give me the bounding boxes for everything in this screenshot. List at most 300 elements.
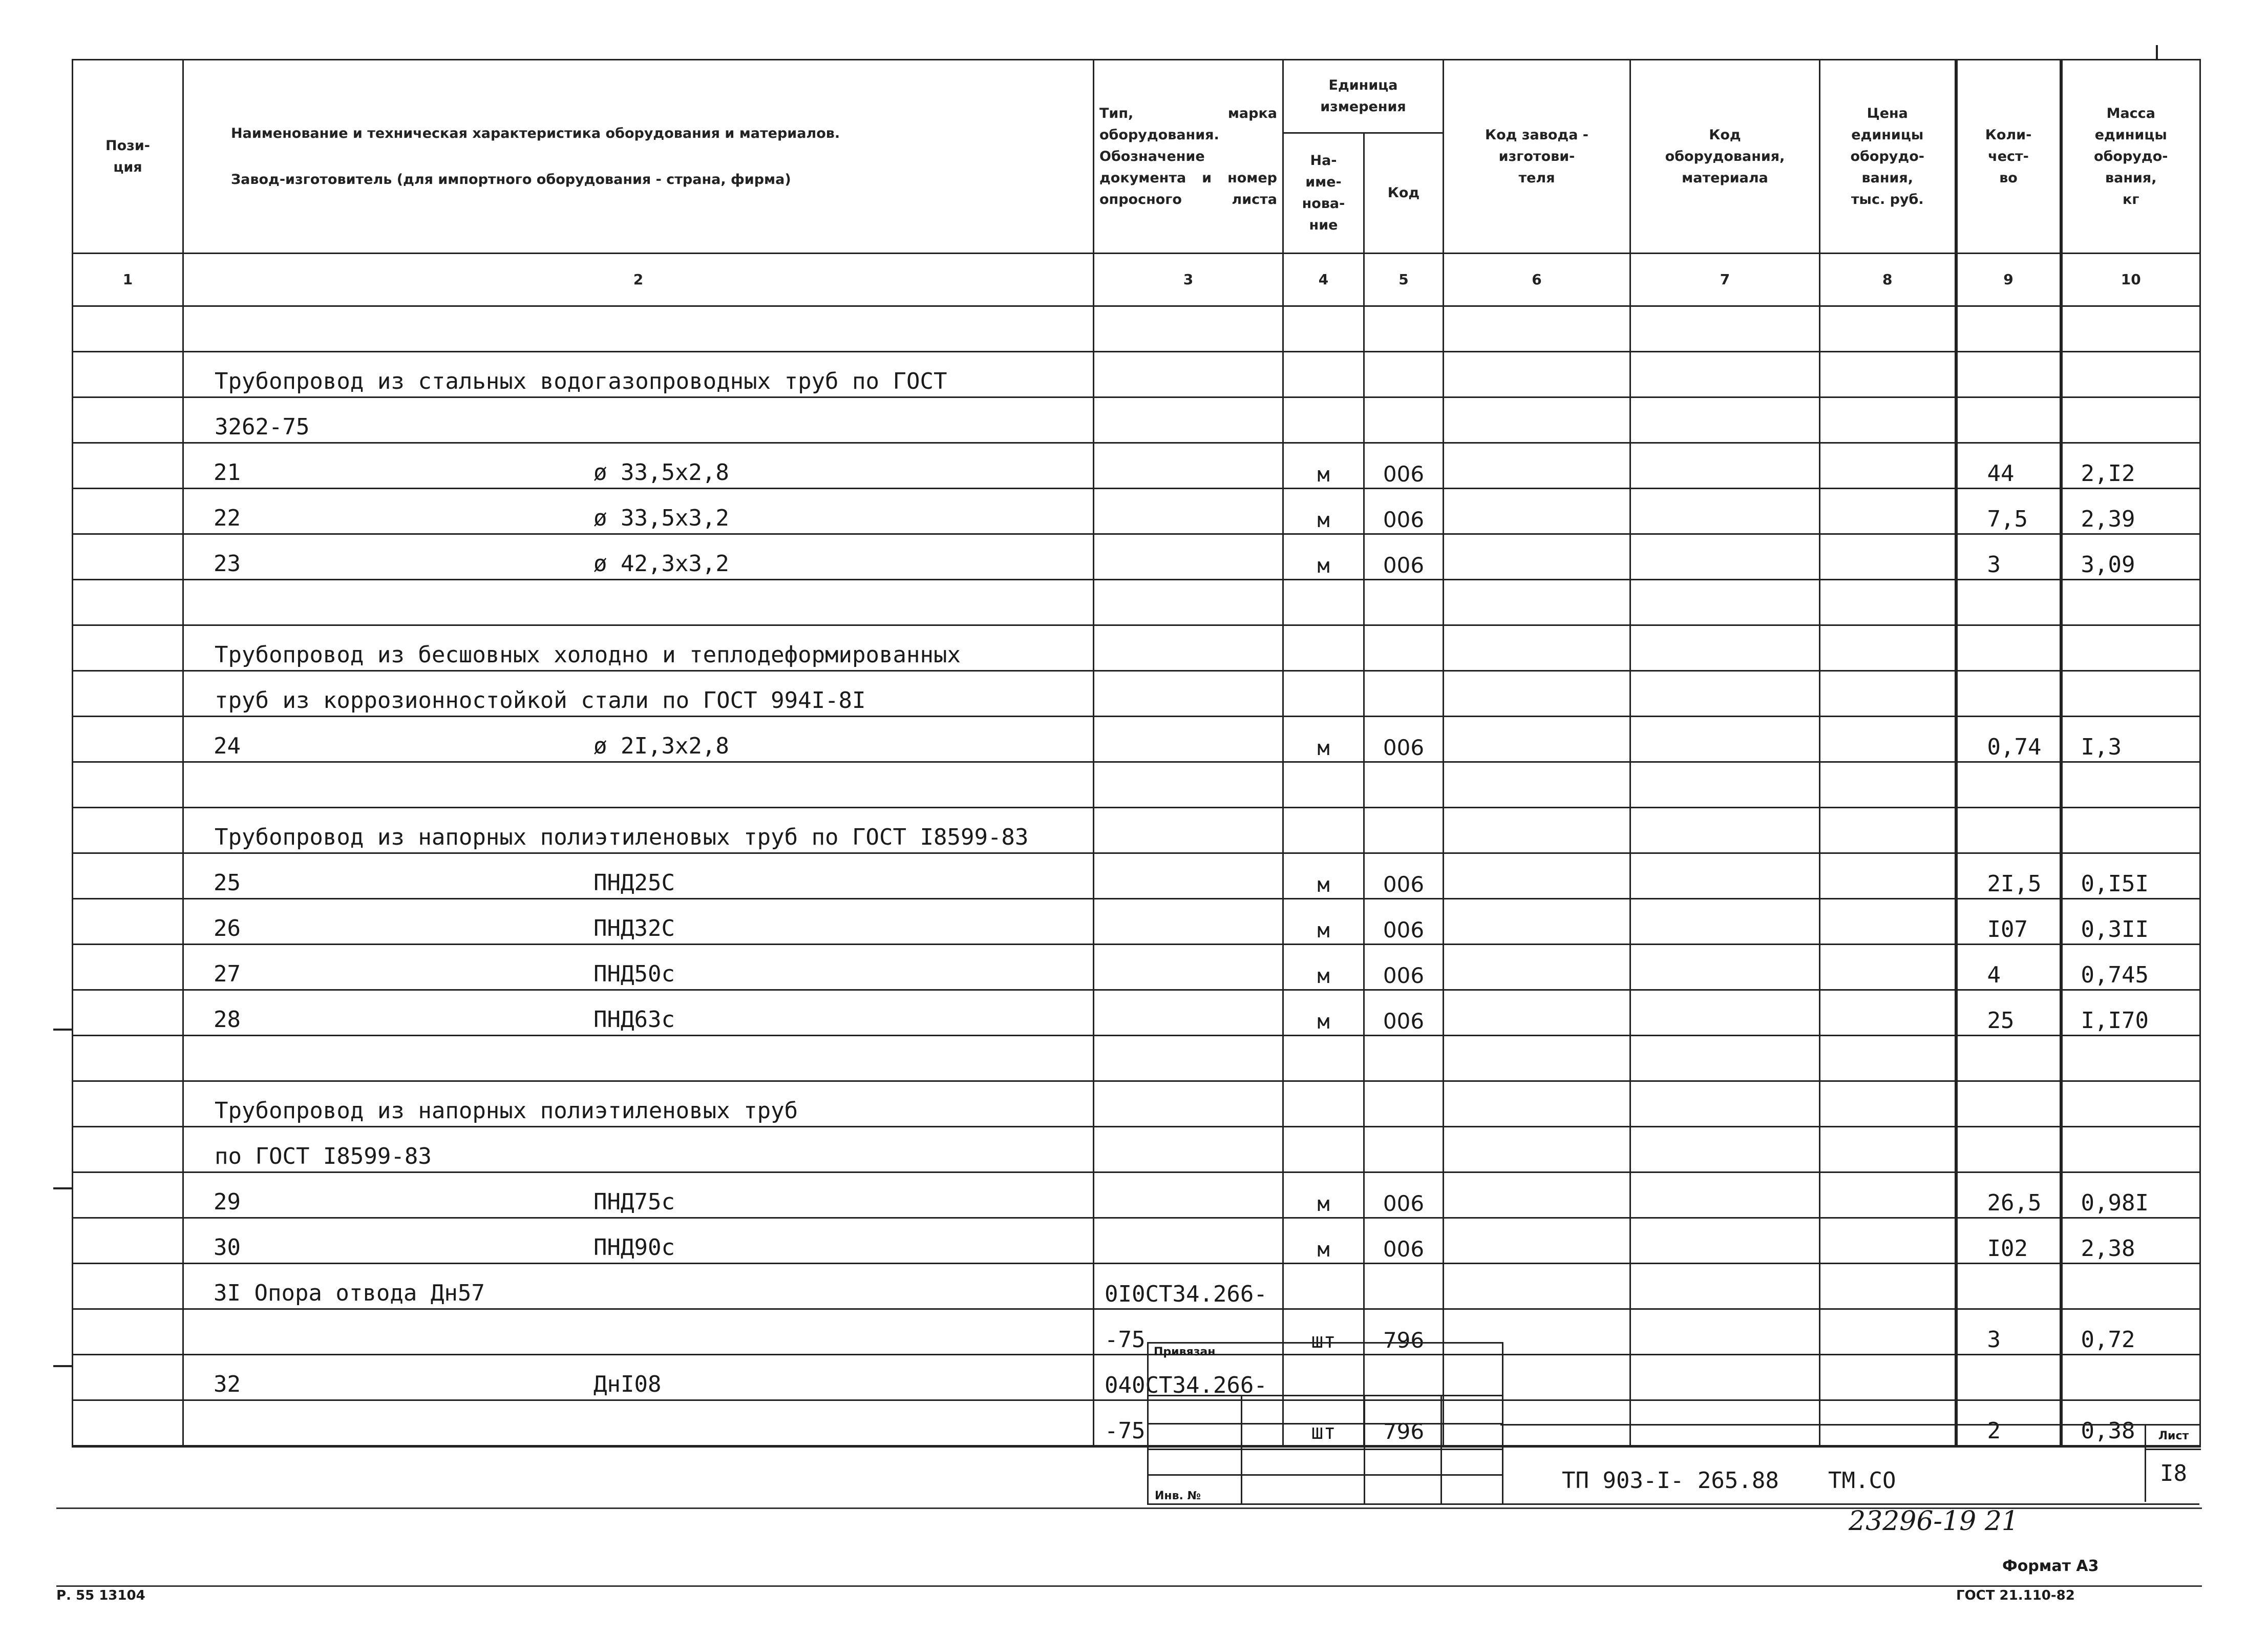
cell-unit-code xyxy=(1364,397,1444,443)
cell-factory-code xyxy=(1444,671,1630,717)
cell-quantity: I02 xyxy=(1956,1218,2061,1264)
section-heading: труб из коррозионностойкой стали по ГОСТ 994I-8I xyxy=(215,687,866,714)
cell-price xyxy=(1820,990,1956,1036)
cell-pos xyxy=(73,534,183,580)
stamp-line xyxy=(1364,1395,1365,1503)
sheet-corner-mark xyxy=(2156,45,2201,59)
cell-pos xyxy=(73,1127,183,1172)
cell-price xyxy=(1820,717,1956,762)
empty-row xyxy=(73,1036,2200,1081)
cell-unit-code xyxy=(1364,625,1444,671)
cell-name xyxy=(183,1355,1094,1400)
cell-pos xyxy=(73,945,183,990)
cell-price xyxy=(1820,808,1956,853)
cell-mass xyxy=(2061,671,2200,717)
cell-pos xyxy=(73,397,183,443)
cell-mass: I,3 xyxy=(2061,717,2200,762)
cell-quantity xyxy=(1956,1036,2061,1081)
cell-unit: м xyxy=(1283,899,1364,945)
margin-tick xyxy=(53,1029,73,1031)
stamp-inv-label: Инв. № xyxy=(1155,1490,1201,1502)
cell-price xyxy=(1820,625,1956,671)
cell-name xyxy=(183,1081,1094,1127)
cell-unit xyxy=(1283,625,1364,671)
cell-unit xyxy=(1283,808,1364,853)
cell-unit: м xyxy=(1283,1172,1364,1218)
cell-name xyxy=(183,1400,1094,1447)
cell-quantity: 4 xyxy=(1956,945,2061,990)
cell-name xyxy=(183,625,1094,671)
cell-equipment-code xyxy=(1630,717,1820,762)
item-mark: ПНД32С xyxy=(594,915,675,941)
cell-price xyxy=(1820,1309,1956,1355)
cell-unit-code xyxy=(1364,352,1444,397)
section-heading-row xyxy=(73,1127,2200,1172)
table-row xyxy=(73,443,2200,489)
cell-unit-code: 796 xyxy=(1364,1400,1444,1447)
cell-mass xyxy=(2061,1355,2200,1400)
cell-doc xyxy=(1094,762,1283,808)
cell-unit-code: 006 xyxy=(1364,945,1444,990)
margin-tick xyxy=(53,1365,73,1367)
cell-factory-code xyxy=(1444,1264,1630,1309)
cell-quantity xyxy=(1956,762,2061,808)
table-row xyxy=(73,853,2200,899)
item-mark: ø 2I,3x2,8 xyxy=(594,733,729,759)
cell-mass: 0,3II xyxy=(2061,899,2200,945)
cell-unit-code xyxy=(1364,1036,1444,1081)
table-row xyxy=(73,1355,2200,1400)
table-row xyxy=(73,899,2200,945)
cell-mass xyxy=(2061,580,2200,625)
cell-unit xyxy=(1283,671,1364,717)
cell-mass: 2,38 xyxy=(2061,1218,2200,1264)
cell-name xyxy=(183,899,1094,945)
cell-pos xyxy=(73,443,183,489)
cell-pos xyxy=(73,1172,183,1218)
col-number: 8 xyxy=(1820,254,1956,306)
section-heading: Трубопровод из стальных водогазопроводных труб по ГОСТ xyxy=(215,368,947,394)
cell-name xyxy=(183,1264,1094,1309)
cell-mass: 0,I5I xyxy=(2061,853,2200,899)
cell-pos xyxy=(73,762,183,808)
cell-name xyxy=(183,762,1094,808)
cell-mass: I,I70 xyxy=(2061,990,2200,1036)
cell-factory-code xyxy=(1444,443,1630,489)
cell-quantity: 44 xyxy=(1956,443,2061,489)
section-heading: Трубопровод из бесшовных холодно и теплодеформированных xyxy=(215,642,961,668)
cell-doc xyxy=(1094,1036,1283,1081)
item-mark: ПНД90с xyxy=(594,1234,675,1261)
cell-name xyxy=(183,443,1094,489)
cell-unit xyxy=(1283,1127,1364,1172)
cell-equipment-code xyxy=(1630,1172,1820,1218)
cell-name xyxy=(183,945,1094,990)
cell-pos xyxy=(73,990,183,1036)
cell-doc xyxy=(1094,945,1283,990)
document-suffix: ТМ.СО xyxy=(1828,1468,1896,1494)
cell-equipment-code xyxy=(1630,625,1820,671)
item-position: 29 xyxy=(214,1189,241,1215)
cell-doc xyxy=(1094,899,1283,945)
cell-equipment-code xyxy=(1630,306,1820,352)
cell-equipment-code xyxy=(1630,1264,1820,1309)
cell-quantity xyxy=(1956,671,2061,717)
cell-name xyxy=(183,489,1094,534)
margin-tick xyxy=(53,1187,73,1189)
item-position: 3I Опора отвода Дн57 xyxy=(214,1280,485,1306)
cell-unit-code xyxy=(1364,1081,1444,1127)
cell-unit-code: 006 xyxy=(1364,1218,1444,1264)
cell-factory-code xyxy=(1444,717,1630,762)
cell-price xyxy=(1820,489,1956,534)
cell-quantity xyxy=(1956,1355,2061,1400)
cell-factory-code xyxy=(1444,397,1630,443)
cell-price xyxy=(1820,352,1956,397)
section-heading: Трубопровод из напорных полиэтиленовых труб по ГОСТ I8599-83 xyxy=(215,824,1029,850)
cell-factory-code xyxy=(1444,352,1630,397)
cell-mass: 3,09 xyxy=(2061,534,2200,580)
table-row xyxy=(73,534,2200,580)
cell-name xyxy=(183,580,1094,625)
header-quantity: Коли- чест- во xyxy=(1956,60,2061,254)
item-position: 23 xyxy=(214,551,241,577)
format-label: Формат А3 xyxy=(2002,1557,2099,1575)
cell-price xyxy=(1820,1172,1956,1218)
item-position: 26 xyxy=(214,915,241,941)
cell-doc xyxy=(1094,397,1283,443)
empty-row xyxy=(73,762,2200,808)
cell-price xyxy=(1820,306,1956,352)
cell-pos xyxy=(73,1400,183,1447)
cell-equipment-code xyxy=(1630,489,1820,534)
cell-unit xyxy=(1283,1036,1364,1081)
cell-mass: 0,98I xyxy=(2061,1172,2200,1218)
header-position: Пози- ция xyxy=(73,60,183,254)
cell-doc xyxy=(1094,1127,1283,1172)
cell-price xyxy=(1820,762,1956,808)
cell-unit-code xyxy=(1364,671,1444,717)
cell-equipment-code xyxy=(1630,808,1820,853)
header-name-line2: Завод-изготовитель (для импортного оборудования - страна, фирма) xyxy=(231,171,791,187)
cell-price xyxy=(1820,1355,1956,1400)
cell-mass xyxy=(2061,306,2200,352)
table-row xyxy=(73,717,2200,762)
cell-doc: -75 xyxy=(1094,1400,1283,1447)
item-mark: ПНД50с xyxy=(594,961,675,987)
cell-pos xyxy=(73,853,183,899)
cell-unit xyxy=(1283,397,1364,443)
table-row xyxy=(73,1218,2200,1264)
cell-doc xyxy=(1094,990,1283,1036)
cell-name xyxy=(183,397,1094,443)
item-position: 24 xyxy=(214,733,241,759)
specification-body xyxy=(73,306,2200,1447)
cell-factory-code xyxy=(1444,1036,1630,1081)
item-mark: ДнI08 xyxy=(594,1371,662,1397)
item-mark: ø 33,5x3,2 xyxy=(594,505,729,531)
cell-price xyxy=(1820,1218,1956,1264)
header-factory-code: Код завода - изготови- теля xyxy=(1444,60,1630,254)
cell-quantity: 2I,5 xyxy=(1956,853,2061,899)
stamp-line xyxy=(1149,1474,1502,1476)
cell-equipment-code xyxy=(1630,352,1820,397)
table-row xyxy=(73,489,2200,534)
cell-mass xyxy=(2061,1036,2200,1081)
binding-stamp xyxy=(1147,1342,1503,1505)
cell-price xyxy=(1820,1264,1956,1309)
stamp-line xyxy=(1440,1395,1442,1503)
cell-doc xyxy=(1094,671,1283,717)
cell-name xyxy=(183,1218,1094,1264)
cell-name xyxy=(183,808,1094,853)
footer-left-text: Р. 55 13104 xyxy=(56,1588,145,1603)
cell-factory-code xyxy=(1444,489,1630,534)
cell-equipment-code xyxy=(1630,397,1820,443)
cell-mass xyxy=(2061,808,2200,853)
cell-mass: 0,38 xyxy=(2061,1400,2200,1447)
section-heading-row xyxy=(73,352,2200,397)
cell-doc xyxy=(1094,717,1283,762)
cell-quantity xyxy=(1956,352,2061,397)
cell-factory-code xyxy=(1444,1081,1630,1127)
cell-unit: м xyxy=(1283,1218,1364,1264)
sheet-number: I8 xyxy=(2160,1460,2187,1486)
stamp-line xyxy=(1149,1395,1502,1396)
col-number: 10 xyxy=(2061,254,2200,306)
cell-equipment-code xyxy=(1630,580,1820,625)
header-mass: Масса единицы оборудо- вания, кг xyxy=(2061,60,2200,254)
cell-unit-code: 006 xyxy=(1364,990,1444,1036)
cell-quantity: 3 xyxy=(1956,534,2061,580)
cell-doc: 0I0СТ34.266- xyxy=(1094,1264,1283,1309)
cell-unit: шт xyxy=(1283,1309,1364,1355)
cell-unit-code: 006 xyxy=(1364,1172,1444,1218)
item-position: 21 xyxy=(214,459,241,486)
cell-unit-code xyxy=(1364,762,1444,808)
cell-quantity xyxy=(1956,808,2061,853)
item-mark: ø 42,3x3,2 xyxy=(594,551,729,577)
item-position: 25 xyxy=(214,870,241,896)
header-unit: Единица измерения xyxy=(1283,60,1444,133)
cell-pos xyxy=(73,1036,183,1081)
section-heading: 3262-75 xyxy=(215,414,310,440)
cell-mass: 2,39 xyxy=(2061,489,2200,534)
section-heading: по ГОСТ I8599-83 xyxy=(215,1143,432,1169)
cell-price xyxy=(1820,1036,1956,1081)
cell-mass xyxy=(2061,625,2200,671)
cell-unit: м xyxy=(1283,853,1364,899)
footer-right-text: ГОСТ 21.110-82 xyxy=(1956,1588,2075,1603)
cell-pos xyxy=(73,625,183,671)
cell-name xyxy=(183,534,1094,580)
cell-unit: шт xyxy=(1283,1400,1364,1447)
cell-factory-code xyxy=(1444,1127,1630,1172)
sheet-number-box xyxy=(2145,1424,2201,1502)
cell-price xyxy=(1820,899,1956,945)
item-position: 32 xyxy=(214,1371,241,1397)
cell-factory-code xyxy=(1444,899,1630,945)
cell-pos xyxy=(73,671,183,717)
header-equipment-code: Код оборудования, материала xyxy=(1630,60,1820,254)
cell-factory-code xyxy=(1444,945,1630,990)
item-position: 22 xyxy=(214,505,241,531)
cell-pos xyxy=(73,717,183,762)
col-number: 5 xyxy=(1364,254,1444,306)
cell-doc xyxy=(1094,580,1283,625)
cell-quantity xyxy=(1956,306,2061,352)
cell-price xyxy=(1820,945,1956,990)
handwritten-number: 23296-19 21 xyxy=(1849,1506,2019,1537)
cell-mass: 2,I2 xyxy=(2061,443,2200,489)
cell-pos xyxy=(73,580,183,625)
specification-table xyxy=(72,59,2201,1448)
cell-mass xyxy=(2061,352,2200,397)
item-position: 27 xyxy=(214,961,241,987)
section-heading-row xyxy=(73,671,2200,717)
cell-mass xyxy=(2061,1127,2200,1172)
cell-unit: м xyxy=(1283,717,1364,762)
cell-unit-code: 006 xyxy=(1364,443,1444,489)
cell-unit-code xyxy=(1364,306,1444,352)
cell-equipment-code xyxy=(1630,853,1820,899)
cell-factory-code xyxy=(1444,990,1630,1036)
cell-doc xyxy=(1094,306,1283,352)
cell-name xyxy=(183,671,1094,717)
cell-pos xyxy=(73,899,183,945)
cell-quantity: 25 xyxy=(1956,990,2061,1036)
cell-pos xyxy=(73,1218,183,1264)
footer-line xyxy=(56,1585,2202,1587)
cell-unit: м xyxy=(1283,443,1364,489)
cell-name xyxy=(183,1309,1094,1355)
stamp-line xyxy=(1241,1395,1242,1503)
cell-unit-code xyxy=(1364,808,1444,853)
cell-unit-code xyxy=(1364,1127,1444,1172)
stamp-bound-label: Привязан xyxy=(1154,1346,1216,1358)
cell-doc xyxy=(1094,1081,1283,1127)
table-row xyxy=(73,990,2200,1036)
cell-name xyxy=(183,990,1094,1036)
cell-factory-code xyxy=(1444,1218,1630,1264)
title-block xyxy=(1500,1424,2199,1505)
item-mark: ПНД75с xyxy=(594,1189,675,1215)
cell-quantity xyxy=(1956,1127,2061,1172)
cell-unit-code: 006 xyxy=(1364,853,1444,899)
col-number: 3 xyxy=(1094,254,1283,306)
cell-unit xyxy=(1283,580,1364,625)
stamp-line xyxy=(1149,1449,1502,1450)
cell-pos xyxy=(73,808,183,853)
col-number: 9 xyxy=(1956,254,2061,306)
cell-pos xyxy=(73,1309,183,1355)
cell-quantity: 2 xyxy=(1956,1400,2061,1447)
empty-row xyxy=(73,580,2200,625)
cell-quantity xyxy=(1956,625,2061,671)
cell-name xyxy=(183,853,1094,899)
col-number: 1 xyxy=(73,254,183,306)
cell-equipment-code xyxy=(1630,1081,1820,1127)
cell-unit-code xyxy=(1364,1264,1444,1309)
cell-doc xyxy=(1094,625,1283,671)
cell-unit-code: 796 xyxy=(1364,1309,1444,1355)
cell-factory-code xyxy=(1444,808,1630,853)
cell-unit xyxy=(1283,306,1364,352)
cell-name xyxy=(183,1036,1094,1081)
cell-price xyxy=(1820,671,1956,717)
cell-equipment-code xyxy=(1630,534,1820,580)
cell-price xyxy=(1820,1127,1956,1172)
table-row xyxy=(73,1309,2200,1355)
cell-doc xyxy=(1094,489,1283,534)
col-number: 2 xyxy=(183,254,1094,306)
cell-equipment-code xyxy=(1630,990,1820,1036)
cell-mass xyxy=(2061,1264,2200,1309)
cell-quantity: 3 xyxy=(1956,1309,2061,1355)
cell-doc: -75 xyxy=(1094,1309,1283,1355)
cell-equipment-code xyxy=(1630,762,1820,808)
item-mark: ПНД25С xyxy=(594,870,675,896)
cell-equipment-code xyxy=(1630,1036,1820,1081)
cell-equipment-code xyxy=(1630,1218,1820,1264)
table-row xyxy=(73,945,2200,990)
table-row xyxy=(73,1172,2200,1218)
cell-pos xyxy=(73,306,183,352)
cell-equipment-code xyxy=(1630,1355,1820,1400)
cell-doc xyxy=(1094,808,1283,853)
cell-quantity xyxy=(1956,1081,2061,1127)
cell-mass: 0,745 xyxy=(2061,945,2200,990)
empty-row xyxy=(73,306,2200,352)
cell-price xyxy=(1820,534,1956,580)
item-position: 30 xyxy=(214,1234,241,1261)
cell-doc xyxy=(1094,534,1283,580)
cell-unit: м xyxy=(1283,489,1364,534)
cell-doc xyxy=(1094,1218,1283,1264)
section-heading-row xyxy=(73,808,2200,853)
cell-equipment-code xyxy=(1630,1309,1820,1355)
cell-name xyxy=(183,306,1094,352)
cell-unit-code xyxy=(1364,580,1444,625)
cell-unit xyxy=(1283,1081,1364,1127)
cell-unit-code: 006 xyxy=(1364,899,1444,945)
header-price: Цена единицы оборудо- вания, тыс. руб. xyxy=(1820,60,1956,254)
section-heading: Трубопровод из напорных полиэтиленовых труб xyxy=(215,1098,798,1124)
item-mark: ø 33,5x2,8 xyxy=(594,459,729,486)
cell-unit xyxy=(1283,762,1364,808)
section-heading-row xyxy=(73,397,2200,443)
cell-factory-code xyxy=(1444,580,1630,625)
col-number: 6 xyxy=(1444,254,1630,306)
cell-price xyxy=(1820,443,1956,489)
cell-factory-code xyxy=(1444,306,1630,352)
cell-mass xyxy=(2061,1081,2200,1127)
cell-pos xyxy=(73,1355,183,1400)
cell-pos xyxy=(73,1264,183,1309)
cell-doc: 040СТ34.266- xyxy=(1094,1355,1283,1400)
cell-equipment-code xyxy=(1630,899,1820,945)
col-number: 7 xyxy=(1630,254,1820,306)
cell-unit-code: 006 xyxy=(1364,489,1444,534)
cell-doc xyxy=(1094,853,1283,899)
cell-unit: м xyxy=(1283,534,1364,580)
cell-mass xyxy=(2061,397,2200,443)
cell-mass: 0,72 xyxy=(2061,1309,2200,1355)
header-name xyxy=(183,60,1094,254)
header-name-line1: Наименование и техническая характеристика оборудования и материалов. xyxy=(231,125,840,141)
cell-quantity xyxy=(1956,397,2061,443)
cell-unit: м xyxy=(1283,945,1364,990)
